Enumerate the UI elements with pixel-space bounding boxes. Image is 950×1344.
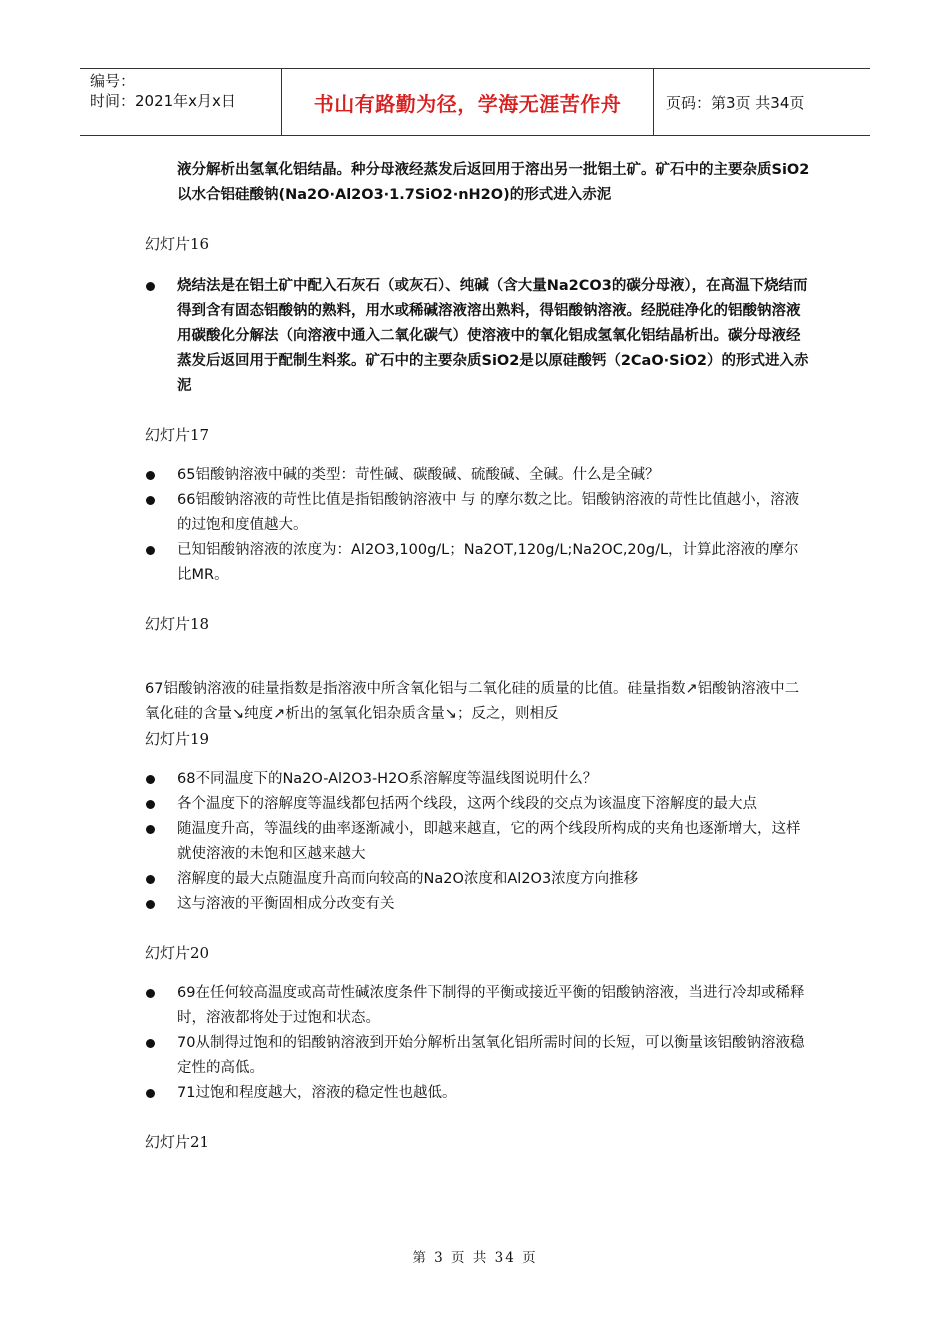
date-label: 时间：2021年x月x日 xyxy=(90,92,236,110)
list-item: 70从制得过饱和的铝酸钠溶液到开始分解析出氢氧化铝所需时间的长短，可以衡量该铝酸钠溶液稳定性的高低。 xyxy=(145,1031,810,1081)
list-item: 71过饱和程度越大，溶液的稳定性也越低。 xyxy=(145,1081,810,1106)
list-item: 各个温度下的溶解度等温线都包括两个线段，这两个线段的交点为该温度下溶解度的最大点 xyxy=(145,792,810,817)
bullet-icon xyxy=(146,282,155,291)
document-body xyxy=(145,158,810,1154)
bullet-icon xyxy=(146,471,155,480)
bullet-icon xyxy=(146,900,155,909)
slide-16-list xyxy=(145,274,810,399)
bullet-icon xyxy=(146,825,155,834)
slide-20-list xyxy=(145,981,810,1106)
slide-label-17: 幻灯片17 xyxy=(145,426,210,444)
intro-paragraph: 液分解析出氢氧化铝结晶。种分母液经蒸发后返回用于溶出另一批铝土矿。矿石中的主要杂质SiO2以水合铝硅酸钠(Na2O·Al2O3·1.7SiO2·nH2O)的形式进入赤泥 xyxy=(177,162,810,203)
header-page-label: 页码：第3页 共34页 xyxy=(666,93,805,112)
list-item: 随温度升高，等温线的曲率逐渐减小，即越来越直，它的两个线段所构成的夹角也逐渐增大，这样就使溶液的未饱和区越来越大 xyxy=(145,817,810,867)
header-motto: 书山有路勤为径，学海无涯苦作舟 xyxy=(282,69,654,135)
slide-label-19: 幻灯片19 xyxy=(145,730,210,748)
slide-label-16: 幻灯片16 xyxy=(145,235,210,253)
list-item: 69在任何较高温度或高苛性碱浓度条件下制得的平衡或接近平衡的铝酸钠溶液，当进行冷却或稀释时，溶液都将处于过饱和状态。 xyxy=(145,981,810,1031)
list-item: 68不同温度下的Na2O-Al2O3-H2O系溶解度等温线图说明什么？ xyxy=(145,767,810,792)
slide-17-list xyxy=(145,463,810,588)
list-item: 已知铝酸钠溶液的浓度为：Al2O3,100g/L；Na2OT,120g/L;Na2OC,20g/L，计算此溶液的摩尔比MR。 xyxy=(145,538,810,588)
slide-label-18: 幻灯片18 xyxy=(145,615,210,633)
slide-19-list xyxy=(145,767,810,917)
bullet-icon xyxy=(146,1039,155,1048)
list-item: 烧结法是在铝土矿中配入石灰石（或灰石）、纯碱（含大量Na2CO3的碳分母液），在高温下烧结而得到含有固态铝酸钠的熟料，用水或稀碱溶液溶出熟料，得铝酸钠溶液。经脱硅净化的铝酸钠溶液用碳酸化分解法（向溶液中通入二氧化碳气）使溶液中的氧化铝成氢氧化铝结晶析出。碳分母液经蒸发后返回用于配制生料浆。矿石中的主要杂质SiO2是以原硅酸钙（2CaO·SiO2）的形式进入赤泥 xyxy=(145,274,810,399)
bullet-icon xyxy=(146,546,155,555)
list-item: 65铝酸钠溶液中碱的类型：苛性碱、碳酸碱、硫酸碱、全碱。什么是全碱？ xyxy=(145,463,810,488)
slide-18-paragraph: 67铝酸钠溶液的硅量指数是指溶液中所含氧化铝与二氧化硅的质量的比值。硅量指数↗铝酸钠溶液中二氧化硅的含量↘纯度↗析出的氢氧化铝杂质含量↘；反之，则相反 xyxy=(145,681,800,722)
bullet-icon xyxy=(146,775,155,784)
bullet-icon xyxy=(146,989,155,998)
slide-label-21: 幻灯片21 xyxy=(145,1133,210,1151)
list-item: 66铝酸钠溶液的苛性比值是指铝酸钠溶液中 与 的摩尔数之比。铝酸钠溶液的苛性比值越小，溶液的过饱和度值越大。 xyxy=(145,488,810,538)
number-label: 编号： xyxy=(90,72,136,90)
page-footer: 第 3 页 共 34 页 xyxy=(412,1250,538,1266)
bullet-icon xyxy=(146,1089,155,1098)
bullet-icon xyxy=(146,800,155,809)
list-item: 溶解度的最大点随温度升高而向较高的Na2O浓度和Al2O3浓度方向推移 xyxy=(145,867,810,892)
bullet-icon xyxy=(146,496,155,505)
page-header xyxy=(80,68,870,136)
slide-label-20: 幻灯片20 xyxy=(145,944,210,962)
list-item: 这与溶液的平衡固相成分改变有关 xyxy=(145,892,810,917)
bullet-icon xyxy=(146,875,155,884)
header-meta xyxy=(80,69,282,135)
